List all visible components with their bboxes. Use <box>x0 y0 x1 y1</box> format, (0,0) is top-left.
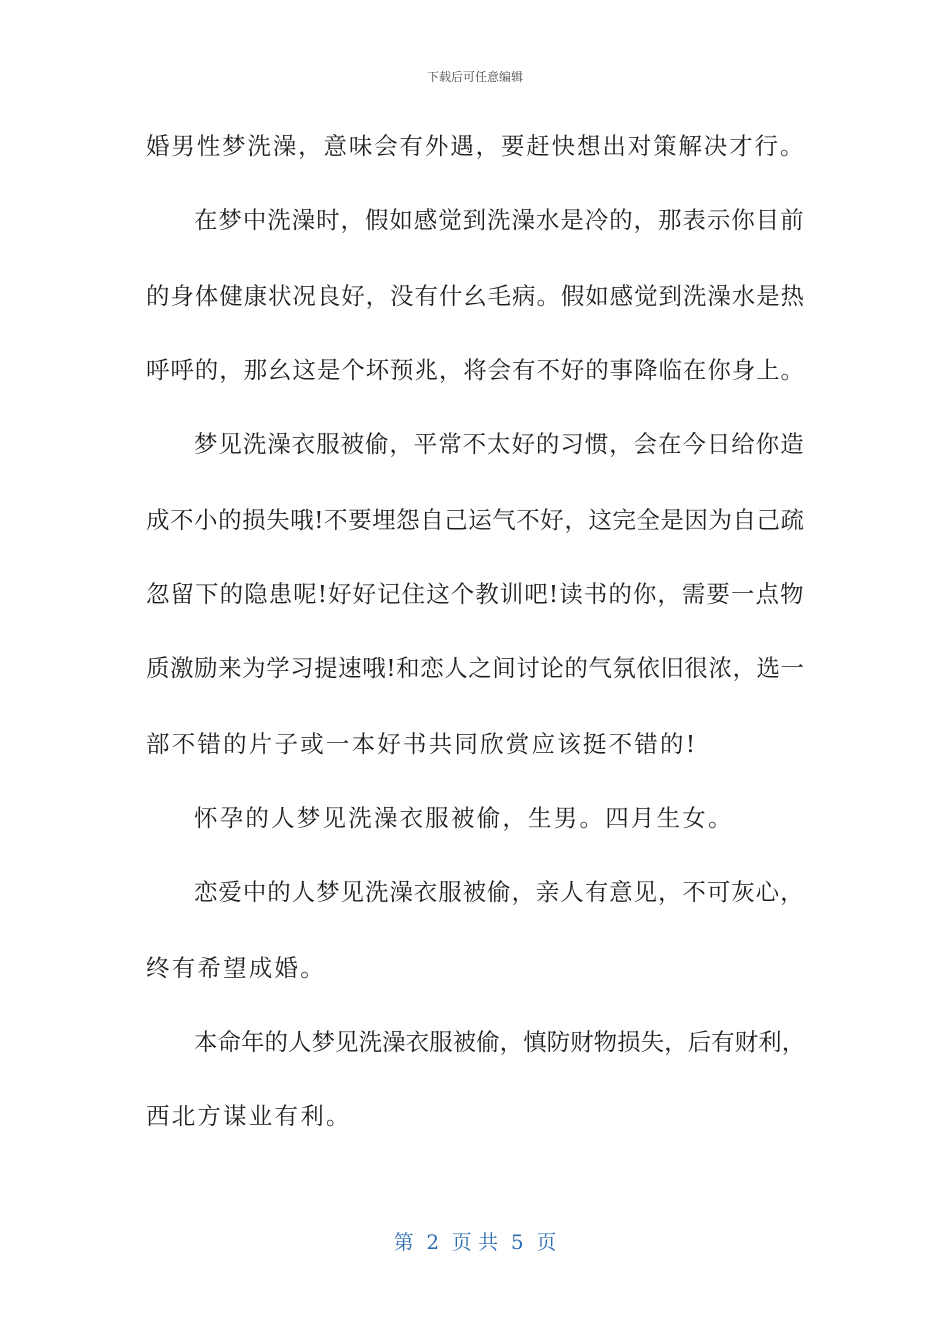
text-line: 忽留下的隐患呢!好好记住这个教训吧!读书的你，需要一点物 <box>146 580 805 608</box>
text-line: 梦见洗澡衣服被偷，平常不太好的习惯，会在今日给你造 <box>194 430 805 458</box>
text-line: 本命年的人梦见洗澡衣服被偷，慎防财物损失，后有财利， <box>194 1028 806 1056</box>
text-line: 质激励来为学习提速哦!和恋人之间讨论的气氛依旧很浓，选一 <box>146 654 805 682</box>
page-number: 第 2 页 共 5 页 <box>393 1230 557 1254</box>
text-line: 成不小的损失哦!不要埋怨自己运气不好，这完全是因为自己疏 <box>146 506 805 534</box>
text-line: 怀孕的人梦见洗澡衣服被偷，生男。四月生女。 <box>194 804 734 832</box>
text-line: 恋爱中的人梦见洗澡衣服被偷，亲人有意见，不可灰心， <box>194 878 805 906</box>
text-line: 部不错的片子或一本好书共同欣赏应该挺不错的! <box>146 730 698 758</box>
text-line: 终有希望成婚。 <box>146 954 326 982</box>
text-line: 婚男性梦洗澡，意味会有外遇，要赶快想出对策解决才行。 <box>146 132 806 160</box>
header-note: 下载后可任意编辑 <box>426 70 523 84</box>
text-line: 呼呼的，那幺这是个坏预兆，将会有不好的事降临在你身上。 <box>146 356 805 384</box>
text-line: 西北方谋业有利。 <box>146 1102 352 1130</box>
text-line: 的身体健康状况良好，没有什幺毛病。假如感觉到洗澡水是热 <box>146 282 805 310</box>
text-line: 在梦中洗澡时，假如感觉到洗澡水是冷的，那表示你目前 <box>194 206 805 234</box>
